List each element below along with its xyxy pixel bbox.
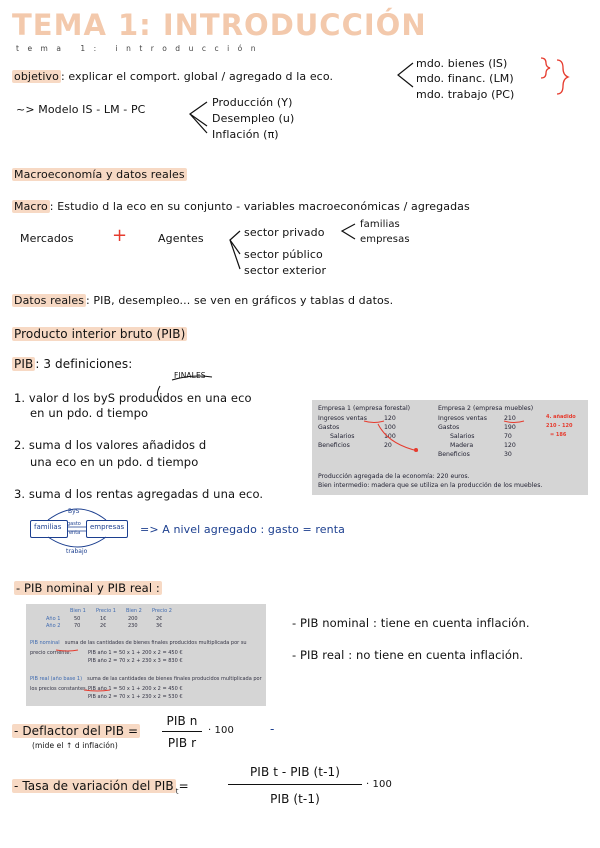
def2-line2: una eco en un pdo. d tiempo [30, 455, 199, 469]
nr-cell: Año 2 [46, 623, 61, 629]
nr-cell: 3€ [156, 623, 163, 629]
nr-cell: 230 [128, 623, 138, 629]
objetivo-text: : explicar el comport. global / agregado d la eco. [60, 70, 334, 83]
e2-row-value: 70 [504, 433, 512, 440]
page-subtitle: tema 1: introducción [16, 44, 264, 53]
datos-text: : PIB, desempleo... se ven en gráficos y tablas d datos. [86, 294, 394, 307]
real-calc: PIB año 2 = 70 x 1 + 230 x 2 = 530 € [88, 694, 183, 700]
e2-row-value: 120 [504, 442, 516, 449]
nr-cell: 2€ [100, 623, 107, 629]
agentes-branch-arrow [230, 231, 240, 254]
annot-line2: 210 - 120 [546, 423, 573, 429]
tasa-mult: · 100 [366, 779, 392, 790]
agentes-label: Agentes [158, 232, 204, 245]
red-brace-large [557, 60, 568, 94]
nr-cell: 200 [128, 616, 138, 622]
deflactor-numerator: PIB n [166, 714, 198, 728]
e1-row-label: Salarios [330, 433, 355, 440]
e2-row-value: 210 [504, 415, 516, 422]
def1-line1: 1. valor d los byS producidos en una eco [14, 391, 252, 405]
flow-top-label: ByS [68, 508, 80, 515]
annot-line1: 4. añadido [546, 414, 576, 420]
def1-line2: en un pdo. d tiempo [30, 406, 149, 420]
tasa-sub: t [175, 787, 179, 796]
e1-row-label: Ingresos ventas [318, 415, 367, 422]
nr-cell: 70 [74, 623, 81, 629]
nr-cell: 50 [74, 616, 81, 622]
objetivo-branch-arrow [398, 63, 413, 87]
sector-exterior: sector exterior [244, 264, 327, 277]
datos-label: Datos reales [14, 294, 85, 307]
e1-row-label: Gastos [318, 424, 340, 431]
nominal-title: PIB nominal [30, 640, 60, 646]
e1-title: Empresa 1 (empresa forestal) [318, 405, 411, 412]
e1-row-value: 100 [384, 424, 396, 431]
nominal-text: suma de las cantidades de bienes finales producidos multiplicada por su precio corriente. [30, 640, 247, 656]
market-item-financ: mdo. financ. (LM) [416, 72, 514, 85]
mercados-label: Mercados [20, 232, 74, 245]
e1-row-label: Beneficios [318, 442, 350, 449]
private-familias: familias [360, 219, 400, 230]
finales-pointer [157, 386, 162, 402]
e2-row-value: 30 [504, 451, 512, 458]
market-item-trabajo: mdo. trabajo (PC) [416, 88, 515, 101]
e2-row-label: Salarios [450, 433, 475, 440]
familias-label: familias [34, 523, 62, 531]
deflactor-note: (mide el ↑ d inflación) [32, 741, 118, 750]
nr-header: Precio 2 [152, 608, 172, 614]
market-item-bienes: mdo. bienes (IS) [416, 57, 508, 70]
agentes-branch-line [230, 240, 240, 269]
annot-line3: = 186 [550, 432, 567, 438]
flow-arc-bottom [48, 537, 106, 547]
nr-cell: 2€ [156, 616, 163, 622]
def2-line1: 2. suma d los valores añadidos d [14, 438, 207, 452]
example-footnote-2: Bien intermedio: madera que se utiliza en la producción de los muebles. [318, 482, 543, 489]
tasa-label: - Tasa de variación del PIB [14, 779, 174, 793]
macro-label: Macro [14, 200, 48, 213]
tasa-denominator: PIB (t-1) [270, 792, 320, 806]
red-arrow-madera [378, 424, 418, 451]
deflactor-label: - Deflactor del PIB = [14, 724, 139, 738]
plus-sign: + [112, 225, 128, 246]
e2-row-label: Gastos [438, 424, 460, 431]
nr-header: Precio 1 [96, 608, 116, 614]
nominal-calc: PIB año 2 = 70 x 2 + 230 x 3 = 830 € [88, 658, 183, 664]
modelo-output-desempleo: Desempleo (u) [212, 112, 295, 125]
modelo-output-inflacion: Inflación (π) [212, 128, 279, 141]
example-footnote-1: Producción agregada de la economía: 220 euros. [318, 473, 470, 480]
flow-mid2-label: renta [67, 530, 81, 536]
def3-line: 3. suma d los rentas agregadas d una eco. [14, 487, 264, 501]
flow-arc-top [48, 509, 106, 520]
e1-row-value: 120 [384, 415, 396, 422]
nr-cell: Año 1 [46, 616, 61, 622]
real-text: suma de las cantidades de bienes finales producidos multiplicada por los precios constantes. [30, 676, 262, 692]
pib-nominal-def: - PIB nominal : tiene en cuenta inflación. [292, 616, 530, 630]
e2-row-label: Madera [450, 442, 474, 449]
finales-note: FINALES [174, 371, 206, 380]
nr-cell: 1€ [100, 616, 107, 622]
red-brace-small [541, 58, 550, 78]
pib-label: PIB [14, 357, 34, 371]
flow-mid-label: gasto [67, 521, 81, 527]
tasa-numerator: PIB t - PIB (t-1) [249, 765, 341, 779]
red-dot [414, 448, 418, 452]
section-macroeconomia: Macroeconomía y datos reales [14, 168, 185, 181]
modelo-text: ~> Modelo IS - LM - PC [16, 103, 146, 116]
deflactor-mult: · 100 [208, 725, 234, 736]
nr-header: Bien 1 [70, 608, 86, 614]
e1-row-value: 20 [384, 442, 392, 449]
empresas-label: empresas [90, 523, 125, 531]
modelo-branch-arrow [190, 102, 207, 126]
sector-publico: sector público [244, 248, 323, 261]
private-empresas: empresas [360, 234, 410, 245]
underline-210 [504, 421, 524, 423]
private-branch-arrow [342, 224, 355, 239]
e1-row-value: 100 [384, 433, 396, 440]
real-title: PIB real (año base 1) [30, 676, 83, 682]
underline-constantes [84, 690, 110, 691]
deflactor-denominator: PIB r [167, 736, 197, 750]
e2-row-label: Ingresos ventas [438, 415, 487, 422]
e2-row-value: 190 [504, 424, 516, 431]
macro-text: : Estudio d la eco en su conjunto - variables macroeconómicas / agregadas [49, 200, 470, 213]
nr-header: Bien 2 [126, 608, 142, 614]
pib-real-def: - PIB real : no tiene en cuenta inflación. [292, 648, 524, 662]
flow-bottom-label: trabajo [66, 548, 88, 555]
real-calc: PIB año 1 = 50 x 1 + 200 x 2 = 450 € [88, 686, 183, 692]
flow-result: => A nivel agregado : gasto = renta [140, 523, 345, 536]
deflactor-dash: - [270, 722, 275, 736]
finales-underline [172, 376, 212, 380]
section-pib: Producto interior bruto (PIB) [14, 327, 186, 341]
tasa-eq: = [178, 779, 189, 793]
nominal-calc: PIB año 1 = 50 x 1 + 200 x 2 = 450 € [88, 650, 183, 656]
page-title: TEMA 1: INTRODUCCIÓN [12, 8, 427, 42]
underline-120 [364, 421, 384, 423]
underline-corriente [56, 650, 78, 651]
modelo-output-produccion: Producción (Y) [212, 96, 293, 109]
e2-title: Empresa 2 (empresa muebles) [438, 405, 534, 412]
e2-row-label: Beneficios [438, 451, 470, 458]
objetivo-label: objetivo [14, 70, 59, 83]
pib-defs-text: : 3 definiciones: [35, 357, 133, 371]
nominal-real-heading-text: - PIB nominal y PIB real : [16, 581, 160, 595]
sector-privado: sector privado [244, 226, 325, 239]
